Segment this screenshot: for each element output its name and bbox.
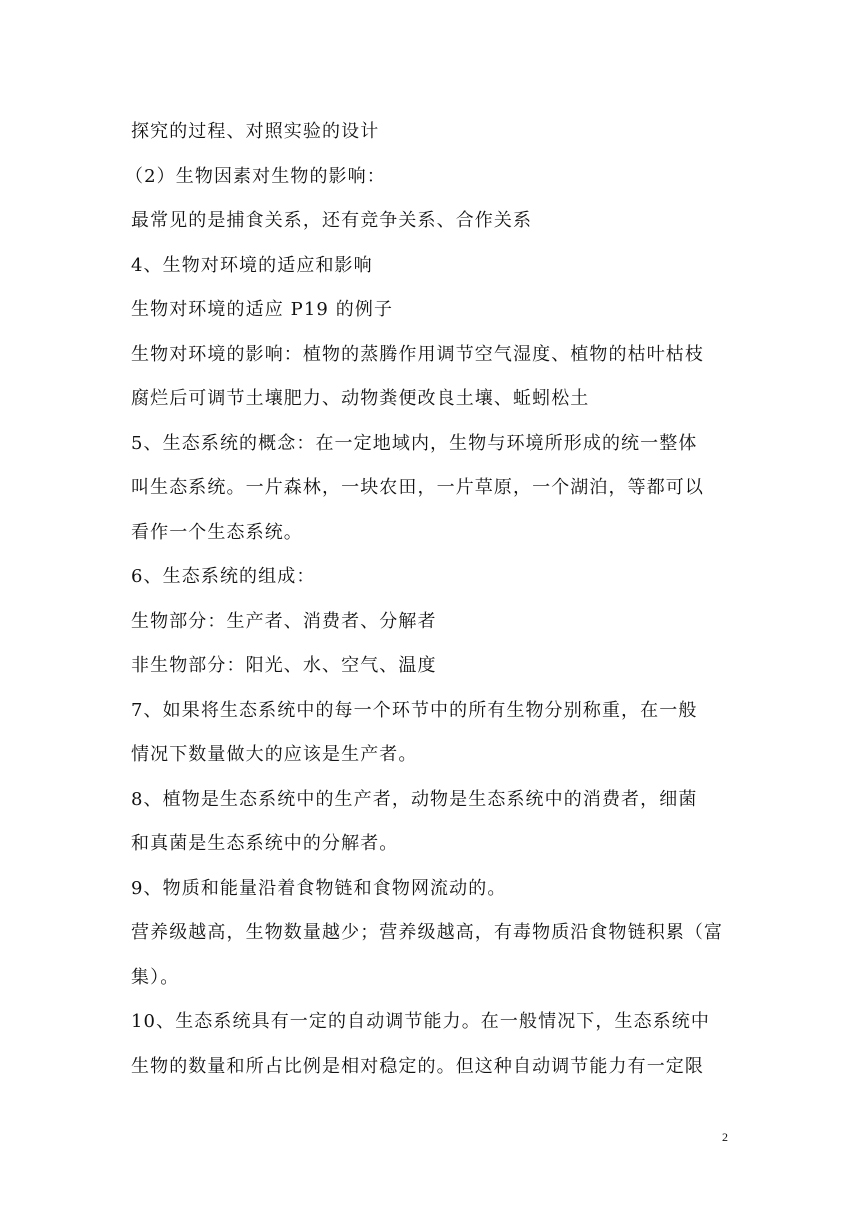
text-line: 探究的过程、对照实验的设计 [131,121,380,142]
section-heading: 8、植物是生态系统中的生产者，动物是生态系统中的消费者，细菌 [131,788,698,810]
text-line: 生物对环境的影响：植物的蒸腾作用调节空气湿度、植物的枯叶枯枝 [131,343,704,365]
section-heading: 7、如果将生态系统中的每一个环节中的所有生物分别称重，在一般 [131,699,698,721]
text-line: 看作一个生态系统。 [131,521,303,543]
text-line: 腐烂后可调节土壤肥力、动物粪便改良土壤、蚯蚓松土 [131,388,590,409]
section-heading: 9、物质和能量沿着食物链和食物网流动的。 [131,877,507,899]
text-line: （2）生物因素对生物的影响： [125,165,386,187]
text-line: 和真菌是生态系统中的分解者。 [131,833,399,854]
page-number: 2 [722,1130,728,1144]
text-line: 情况下数量做大的应该是生产者。 [131,744,418,765]
section-heading: 4、生物对环境的适应和影响 [131,254,373,276]
section-heading: 5、生态系统的概念：在一定地域内，生物与环境所形成的统一整体 [131,432,698,454]
text-line: 生物部分：生产者、消费者、分解者 [131,610,437,632]
text-line: 非生物部分：阳光、水、空气、温度 [131,655,437,676]
page-body [125,110,731,1089]
text-line: 生物对环境的适应 P19 的例子 [131,299,394,320]
text-line: 叫生态系统。一片森林，一块农田，一片草原，一个湖泊，等都可以 [131,477,704,498]
text-line: 集）。 [131,966,180,988]
section-heading: 6、生态系统的组成： [131,566,316,587]
text-line: 最常见的是捕食关系，还有竞争关系、合作关系 [131,210,533,231]
section-heading: 10、生态系统具有一定的自动调节能力。在一般情况下，生态系统中 [131,1011,711,1032]
text-line: 生物的数量和所占比例是相对稳定的。但这种自动调节能力有一定限 [131,1055,704,1077]
text-line: 营养级越高，生物数量越少；营养级越高，有毒物质沿食物链积累（富 [131,922,724,943]
